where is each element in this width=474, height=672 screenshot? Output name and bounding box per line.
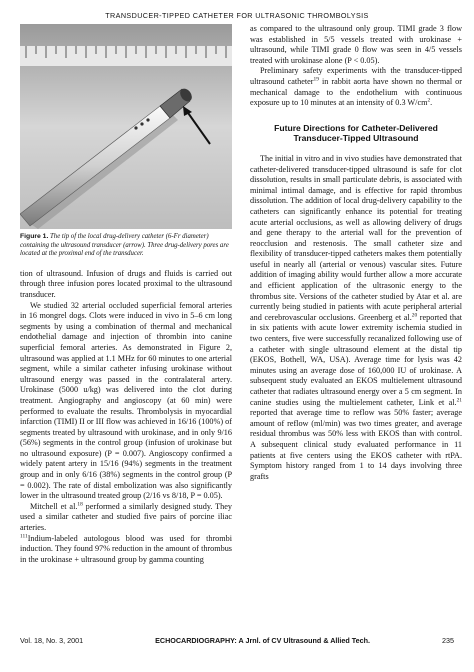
left-column [20,24,232,565]
reference-marker: 18 [77,501,83,508]
paragraph [250,154,462,482]
text-run: The initial in vitro and in vivo studies have demonstrated that catheter-delivered transducer-tipped ultrasound is safe for clot dissolution, results in small particulate debris, is associated with minimal intimal damage, and is effective for rapid thrombus dissolution. The addition of local drug-delivery capability to the catheters can significantly enhance its potential for treating acute arterial occlusions, as well as allowing delivery of drugs and gene therapy to the arterial wall for the prevention of reocclusion and restenosis. The small catheter size and flexibility of transducer-tipped catheters makes them potentially useful in nearly all (arterial or venous) vascular sites. Future addition of imaging ability would further allow a more accurate and efficient application of the ultrasonic energy to the thrombus site. Versions of the catheter studied by Atar et al. are currently being studied in patients with acute peripheral arterial and cerebrovascular occlusions. Greenberg et al. [250,153,462,322]
text-run: Mitchell et al. [30,501,78,511]
paragraph [20,502,232,566]
unit-exponent: 2 [427,97,431,104]
section-heading: Future Directions for Catheter-Delivered Transducer-Tipped Ultrasound [274,122,438,144]
text-run: in rabbit aorta have shown no thermal or mechanical damage to the endothelium with continuous exposure up to 10 minutes at an intensity of 0.3 W/cm [250,76,462,108]
paragraph: as compared to the ultrasound only group. TIMI grade 3 flow was established in 5/5 vessels treated with urokinase + ultrasound, while TIMI grade 0 flow was seen in 4/5 vessels treated with urokinase alone (P < 0.05). [250,24,462,65]
paragraph: We studied 32 arterial occluded superficial femoral arteries in 16 mongrel dogs. Clots were induced in vivo in 5–6 cm long segments by using a combination of thermal and mechanical endothelial damage and injection of thrombin into canine superficial femoral arteries. As demonstrated in Figure 2, ultrasound was applied at 1.1 MHz for 60 minutes to one arterial segment, while a similar catheter infusing urokinase without ultrasound energy was passed in the contralateral artery. Urokinase (5000 u/kg) was delivered into the clot during treatment. Angiography and angioscopy (at 60 min) were performed to evaluate the results. Thrombolysis in myocardial infarction (TIMI) II or III flow was achieved in 16/16 (100%) of segments treated by ultrasound with urokinase, and in only 9/16 (56%) segments in the control group (infusion of urokinase but no ultrasound exposure) (P = 0.007). Angioscopy confirmed a widely patent artery in 15/16 (94%) segments in the treatment group and in only 6/16 (38%) segments in the control group (P = 0.002). The rate of distal embolization was also significantly lower in the ultrasound treated group (2/16 vs 8/18, P = 0.05). [20,300,232,501]
page-number: 235 [442,636,454,645]
page-footer [20,636,454,645]
text-run: reported that average time to reflow was 50% faster; average amount of reflow (ml/min) was two times greater, and average residual thrombus was 50% less with EKOS than with control. A subsequent clinical study evaluated performance in 11 patients at five centers using the EKOS catheter with rtPA. Symptom history ranged from 1 to 14 days involving three grafts [250,408,462,481]
figure-1-photo [20,24,232,229]
reference-marker: 20 [411,312,418,319]
figure-label: Figure 1. [20,233,49,240]
text-run: Preliminary safety experiments with the transducer-tipped ultrasound catheter [250,66,462,86]
reference-marker: 19 [313,76,319,83]
right-column [250,24,462,482]
journal-name: ECHOCARDIOGRAPHY: A Jrnl. of CV Ultrasound & Allied Tech. [155,636,371,645]
paragraph: tion of ultrasound. Infusion of drugs and fluids is carried out through three infusion pores located proximal to the ultrasound transducer. [20,268,232,299]
running-head: TRANSDUCER-TIPPED CATHETER FOR ULTRASONIC THROMBOLYSIS [105,11,369,20]
text-run: reported that in six patients with acute lower extremity ischemia studied in two centers, five were successfully recanalized following use of a catheter with single ultrasound element at the distal tip (EKOS, Bothell, WA, USA). Average time for lysis was 42 minutes using an average dose of 160,000 IU of urokinase. A subsequent study evaluated an EKOS multielement ultrasound catheter that radiates ultrasound energy over a 5 cm segment. In canine studies using the multielement catheter, Link et al. [250,312,462,407]
text-run: Indium-labeled autologous blood was used for thrombi induction. They found 97% reduction in the amount of thrombus in the urokinase + ultrasound group by gamma counting [20,533,232,564]
volume-info: Vol. 18, No. 3, 2001 [20,636,84,645]
figure-1-caption [20,233,232,259]
paragraph [250,66,462,108]
reference-marker: 21 [456,396,462,403]
text-run: . [430,98,433,108]
isotope-marker: 111 [20,532,28,539]
figure-caption-text: The tip of the local drug-delivery catheter (6-Fr diameter) containing the ultrasound transducer (arrow). Three drug-delivery pores are located at the proximal end of the transducer. [20,233,229,258]
catheter-photo-illustration [20,24,232,229]
text-run: performed a similarly designed study. They used a similar catheter and studied five pairs of porcine iliac arteries. [20,501,232,533]
